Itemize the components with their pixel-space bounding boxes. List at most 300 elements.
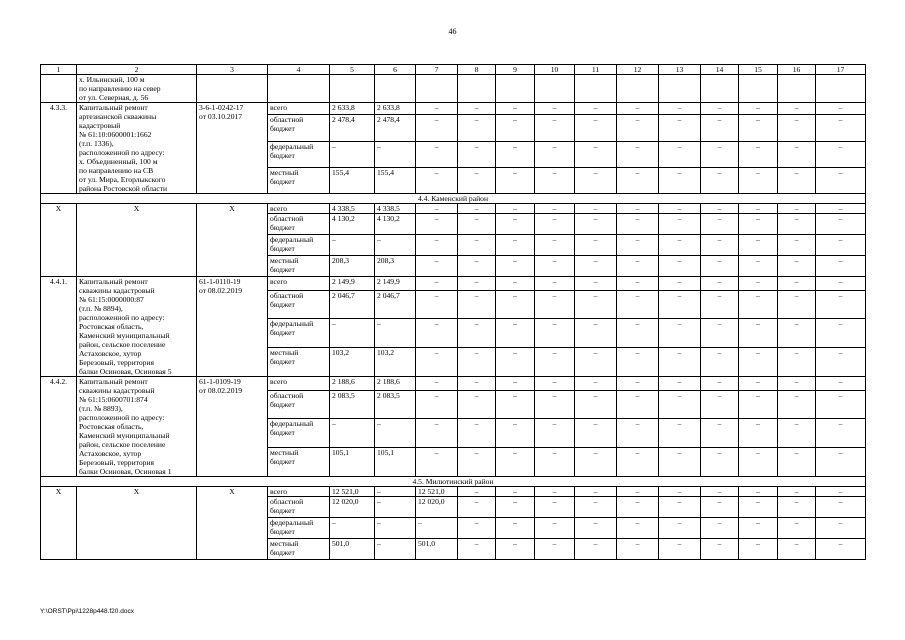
value-col7: – [416, 518, 458, 539]
value-col16: – [778, 539, 816, 560]
value-col8: – [458, 390, 496, 419]
funding-source: областной бюджет [268, 115, 330, 141]
value-col15: – [739, 214, 778, 235]
value-col5: 4 130,2 [330, 214, 375, 235]
value-col15: – [739, 419, 778, 448]
value-col11: – [575, 539, 617, 560]
value-col17: – [816, 277, 866, 291]
value-col16: – [778, 290, 816, 319]
value-col13: – [659, 518, 701, 539]
value-col14: – [701, 487, 739, 497]
value-col13: – [659, 214, 701, 235]
value-col13: – [659, 448, 701, 477]
value-col12: – [617, 497, 659, 518]
value-col5: 208,3 [330, 256, 375, 277]
funding-source: местный бюджет [268, 167, 330, 193]
value-col12: – [617, 235, 659, 256]
value-col8: – [458, 277, 496, 291]
value-col5: 2 478,4 [330, 115, 375, 141]
value-col10: – [535, 419, 575, 448]
value-col5: 12 521,0 [330, 487, 375, 497]
value-col11: – [575, 419, 617, 448]
value-col7: – [416, 141, 458, 167]
value-col17: – [816, 256, 866, 277]
value-col8: – [458, 235, 496, 256]
value-col13: – [659, 277, 701, 291]
value-col12: – [617, 448, 659, 477]
value-col15: – [739, 518, 778, 539]
value-col14: – [701, 103, 739, 115]
value-col6: 208,3 [375, 256, 416, 277]
value-col16: – [778, 390, 816, 419]
value-col7: 12 521,0 [416, 487, 458, 497]
value-col17: – [816, 103, 866, 115]
table-row [41, 204, 866, 214]
budget-table [40, 64, 866, 560]
value-col8: – [458, 348, 496, 377]
value-col10: – [535, 377, 575, 391]
column-header-2: 2 [77, 65, 197, 75]
value-col8: – [458, 319, 496, 348]
value-col11: – [575, 256, 617, 277]
column-header-15: 15 [739, 65, 778, 75]
value-col7: – [416, 319, 458, 348]
project-name: Капитальный ремонт скважины кадастровый № 61:15:0600701:874 (т.п. № 8893), расположенной по адресу: Ростовская область, Каменский муниципальный район, сельское поселение Астаховское, хутор Березовый, территория балки Осиновая, Осиновая 1 [77, 377, 197, 477]
value-col14: – [701, 448, 739, 477]
value-col8: – [458, 167, 496, 193]
value-col10: – [535, 518, 575, 539]
value-col11: – [575, 448, 617, 477]
value-col11: – [575, 290, 617, 319]
value-col17: – [816, 518, 866, 539]
value-col12: – [617, 204, 659, 214]
funding-source: местный бюджет [268, 348, 330, 377]
funding-source: местный бюджет [268, 539, 330, 560]
value-col12: – [617, 518, 659, 539]
table-row [41, 103, 866, 115]
project-number: 4.3.3. [41, 103, 77, 194]
value-col11: – [575, 487, 617, 497]
continuation-row [41, 75, 866, 103]
value-col7: – [416, 115, 458, 141]
section-row [41, 194, 866, 204]
value-col9: – [496, 319, 535, 348]
footer-file-path: Y:\ORST\Ppi\1228p448.f20.docx [40, 608, 134, 615]
value-col17: – [816, 377, 866, 391]
value-col8: – [458, 214, 496, 235]
value-col5: 103,2 [330, 348, 375, 377]
value-col11: – [575, 390, 617, 419]
value-col17: – [816, 539, 866, 560]
value-col6: – [375, 419, 416, 448]
value-col14: – [701, 497, 739, 518]
value-col5: 2 046,7 [330, 290, 375, 319]
value-col10: – [535, 448, 575, 477]
value-col6: – [375, 487, 416, 497]
value-col6: 2 188,6 [375, 377, 416, 391]
value-col5: 2 188,6 [330, 377, 375, 391]
value-col5: 12 020,0 [330, 497, 375, 518]
funding-source: всего [268, 277, 330, 291]
value-col13: – [659, 204, 701, 214]
column-header-11: 11 [575, 65, 617, 75]
value-col10: – [535, 348, 575, 377]
value-col13: – [659, 115, 701, 141]
value-col8: – [458, 487, 496, 497]
value-col6: 4 130,2 [375, 214, 416, 235]
value-col12: – [617, 390, 659, 419]
column-header-12: 12 [617, 65, 659, 75]
project-name: Капитальный ремонт скважины кадастровый № 61:15:0000000:87 (т.п. № 8894), расположенной по адресу: Ростовская область, Каменский муниципальный район, сельское поселение Астаховское, хутор Березовый, территория балки Осиновая, Осиновая 5 [77, 277, 197, 377]
value-col17: – [816, 167, 866, 193]
value-col12: – [617, 419, 659, 448]
value-col17: – [816, 319, 866, 348]
value-col5: – [330, 419, 375, 448]
value-col16: – [778, 256, 816, 277]
value-col6: 103,2 [375, 348, 416, 377]
value-col10: – [535, 256, 575, 277]
value-col11: – [575, 518, 617, 539]
value-col17: – [816, 115, 866, 141]
value-col6: – [375, 235, 416, 256]
value-col10: – [535, 141, 575, 167]
value-col13: – [659, 487, 701, 497]
value-col7: – [416, 448, 458, 477]
funding-source: областной бюджет [268, 290, 330, 319]
value-col17: – [816, 497, 866, 518]
value-col11: – [575, 141, 617, 167]
funding-source: местный бюджет [268, 256, 330, 277]
value-col14: – [701, 167, 739, 193]
value-col13: – [659, 103, 701, 115]
value-col15: – [739, 277, 778, 291]
column-header-8: 8 [458, 65, 496, 75]
value-col14: – [701, 390, 739, 419]
value-col13: – [659, 348, 701, 377]
value-col9: – [496, 377, 535, 391]
value-col14: – [701, 419, 739, 448]
value-col8: – [458, 377, 496, 391]
total-marker-col2: Х [77, 487, 197, 560]
value-col8: – [458, 518, 496, 539]
value-col5: – [330, 319, 375, 348]
value-col12: – [617, 377, 659, 391]
section-title: 4.5. Милютинский район [41, 477, 866, 487]
value-col12: – [617, 290, 659, 319]
funding-source: федеральный бюджет [268, 518, 330, 539]
column-header-10: 10 [535, 65, 575, 75]
page-number: 46 [448, 27, 457, 36]
value-col16: – [778, 377, 816, 391]
value-col15: – [739, 539, 778, 560]
value-col14: – [701, 214, 739, 235]
value-col12: – [617, 487, 659, 497]
value-col11: – [575, 235, 617, 256]
value-col7: – [416, 377, 458, 391]
value-col9: – [496, 290, 535, 319]
value-col7: 501,0 [416, 539, 458, 560]
total-marker-col3: Х [197, 204, 268, 277]
value-col10: – [535, 235, 575, 256]
funding-source: федеральный бюджет [268, 235, 330, 256]
value-col5: 105,1 [330, 448, 375, 477]
value-col16: – [778, 235, 816, 256]
value-col12: – [617, 277, 659, 291]
funding-source: федеральный бюджет [268, 319, 330, 348]
value-col16: – [778, 214, 816, 235]
funding-source: областной бюджет [268, 497, 330, 518]
value-col14: – [701, 348, 739, 377]
value-col10: – [535, 390, 575, 419]
column-header-7: 7 [416, 65, 458, 75]
value-col11: – [575, 167, 617, 193]
value-col13: – [659, 256, 701, 277]
value-col15: – [739, 167, 778, 193]
value-col15: – [739, 141, 778, 167]
value-col9: – [496, 204, 535, 214]
column-header-5: 5 [330, 65, 375, 75]
project-number: 4.4.2. [41, 377, 77, 477]
value-col15: – [739, 115, 778, 141]
total-marker-col2: Х [77, 204, 197, 277]
column-header-9: 9 [496, 65, 535, 75]
value-col11: – [575, 377, 617, 391]
value-col5: – [330, 235, 375, 256]
value-col9: – [496, 141, 535, 167]
project-number: 4.4.1. [41, 277, 77, 377]
value-col9: – [496, 103, 535, 115]
value-col16: – [778, 167, 816, 193]
value-col6: 4 338,5 [375, 204, 416, 214]
value-col13: – [659, 497, 701, 518]
value-col15: – [739, 103, 778, 115]
value-col15: – [739, 377, 778, 391]
value-col5: – [330, 141, 375, 167]
value-col15: – [739, 348, 778, 377]
column-header-3: 3 [197, 65, 268, 75]
value-col5: 155,4 [330, 167, 375, 193]
column-header-14: 14 [701, 65, 739, 75]
value-col7: – [416, 167, 458, 193]
value-col8: – [458, 290, 496, 319]
value-col15: – [739, 319, 778, 348]
table-row [41, 377, 866, 391]
value-col9: – [496, 539, 535, 560]
column-header-13: 13 [659, 65, 701, 75]
value-col13: – [659, 167, 701, 193]
value-col15: – [739, 256, 778, 277]
value-col8: – [458, 497, 496, 518]
value-col9: – [496, 448, 535, 477]
value-col9: – [496, 277, 535, 291]
value-col12: – [617, 141, 659, 167]
value-col12: – [617, 214, 659, 235]
total-marker-col3: Х [197, 487, 268, 560]
column-header-17: 17 [816, 65, 866, 75]
value-col16: – [778, 497, 816, 518]
value-col16: – [778, 319, 816, 348]
value-col9: – [496, 235, 535, 256]
funding-source: областной бюджет [268, 214, 330, 235]
value-col10: – [535, 214, 575, 235]
value-col11: – [575, 214, 617, 235]
value-col7: – [416, 235, 458, 256]
value-col11: – [575, 103, 617, 115]
value-col6: 2 046,7 [375, 290, 416, 319]
value-col15: – [739, 235, 778, 256]
value-col15: – [739, 290, 778, 319]
value-col7: – [416, 204, 458, 214]
value-col6: – [375, 497, 416, 518]
value-col6: – [375, 539, 416, 560]
value-col14: – [701, 290, 739, 319]
value-col5: 2 083,5 [330, 390, 375, 419]
value-col13: – [659, 319, 701, 348]
value-col12: – [617, 115, 659, 141]
value-col6: 2 478,4 [375, 115, 416, 141]
value-col12: – [617, 539, 659, 560]
value-col8: – [458, 419, 496, 448]
value-col7: – [416, 256, 458, 277]
value-col9: – [496, 487, 535, 497]
value-col10: – [535, 167, 575, 193]
value-col9: – [496, 497, 535, 518]
value-col11: – [575, 319, 617, 348]
value-col8: – [458, 115, 496, 141]
value-col7: – [416, 103, 458, 115]
value-col13: – [659, 419, 701, 448]
value-col15: – [739, 497, 778, 518]
value-col9: – [496, 390, 535, 419]
column-header-16: 16 [778, 65, 816, 75]
value-col6: 2 633,8 [375, 103, 416, 115]
value-col15: – [739, 448, 778, 477]
value-col14: – [701, 235, 739, 256]
value-col15: – [739, 204, 778, 214]
value-col16: – [778, 103, 816, 115]
project-document: 61-1-0109-19 от 08.02.2019 [197, 377, 268, 477]
value-col10: – [535, 290, 575, 319]
value-col14: – [701, 518, 739, 539]
value-col8: – [458, 103, 496, 115]
value-col9: – [496, 348, 535, 377]
value-col9: – [496, 115, 535, 141]
project-document: 61-1-0110-19 от 08.02.2019 [197, 277, 268, 377]
value-col10: – [535, 115, 575, 141]
value-col13: – [659, 390, 701, 419]
value-col13: – [659, 290, 701, 319]
value-col9: – [496, 214, 535, 235]
value-col10: – [535, 204, 575, 214]
value-col11: – [575, 277, 617, 291]
column-header-4: 4 [268, 65, 330, 75]
value-col5: 501,0 [330, 539, 375, 560]
total-marker-col1: Х [41, 204, 77, 277]
value-col16: – [778, 448, 816, 477]
value-col14: – [701, 204, 739, 214]
value-col10: – [535, 319, 575, 348]
continuation-address: х. Ильинский, 100 м по направлению на север от ул. Северная, д. 56 [77, 75, 197, 103]
value-col17: – [816, 448, 866, 477]
value-col12: – [617, 167, 659, 193]
value-col6: – [375, 518, 416, 539]
value-col13: – [659, 539, 701, 560]
column-header-6: 6 [375, 65, 416, 75]
value-col13: – [659, 377, 701, 391]
value-col13: – [659, 141, 701, 167]
section-row [41, 477, 866, 487]
value-col8: – [458, 448, 496, 477]
value-col13: – [659, 235, 701, 256]
value-col7: 12 020,0 [416, 497, 458, 518]
value-col16: – [778, 348, 816, 377]
value-col16: – [778, 277, 816, 291]
value-col7: – [416, 390, 458, 419]
value-col17: – [816, 204, 866, 214]
value-col11: – [575, 348, 617, 377]
value-col5: 2 149,9 [330, 277, 375, 291]
value-col17: – [816, 390, 866, 419]
value-col5: 2 633,8 [330, 103, 375, 115]
value-col16: – [778, 419, 816, 448]
project-name: Капитальный ремонт артезианской скважины кадастровый № 61:10:0600001:1662 (т.п. 1336), расположенной по адресу: х. Объединенный, 100 м по направлению на СВ от ул. Мира, Егорлыкского района Ростовской области [77, 103, 197, 194]
value-col14: – [701, 115, 739, 141]
column-header-1: 1 [41, 65, 77, 75]
funding-source: областной бюджет [268, 390, 330, 419]
value-col14: – [701, 377, 739, 391]
value-col8: – [458, 141, 496, 167]
value-col6: 2 149,9 [375, 277, 416, 291]
value-col10: – [535, 497, 575, 518]
value-col9: – [496, 518, 535, 539]
value-col6: – [375, 141, 416, 167]
value-col10: – [535, 103, 575, 115]
value-col11: – [575, 204, 617, 214]
funding-source: местный бюджет [268, 448, 330, 477]
value-col8: – [458, 256, 496, 277]
value-col17: – [816, 419, 866, 448]
value-col7: – [416, 419, 458, 448]
value-col11: – [575, 115, 617, 141]
table-row [41, 487, 866, 497]
value-col9: – [496, 419, 535, 448]
value-col16: – [778, 487, 816, 497]
value-col10: – [535, 487, 575, 497]
project-document: 3-6-1-0242-17 от 03.10.2017 [197, 103, 268, 194]
value-col9: – [496, 256, 535, 277]
value-col6: – [375, 319, 416, 348]
value-col9: – [496, 167, 535, 193]
value-col17: – [816, 214, 866, 235]
funding-source: всего [268, 204, 330, 214]
value-col14: – [701, 319, 739, 348]
value-col16: – [778, 204, 816, 214]
value-col8: – [458, 204, 496, 214]
funding-source: всего [268, 103, 330, 115]
value-col12: – [617, 256, 659, 277]
value-col12: – [617, 348, 659, 377]
funding-source: федеральный бюджет [268, 141, 330, 167]
funding-source: всего [268, 487, 330, 497]
value-col11: – [575, 497, 617, 518]
value-col16: – [778, 518, 816, 539]
value-col16: – [778, 141, 816, 167]
value-col8: – [458, 539, 496, 560]
value-col6: 155,4 [375, 167, 416, 193]
value-col6: 2 083,5 [375, 390, 416, 419]
value-col15: – [739, 390, 778, 419]
value-col14: – [701, 539, 739, 560]
